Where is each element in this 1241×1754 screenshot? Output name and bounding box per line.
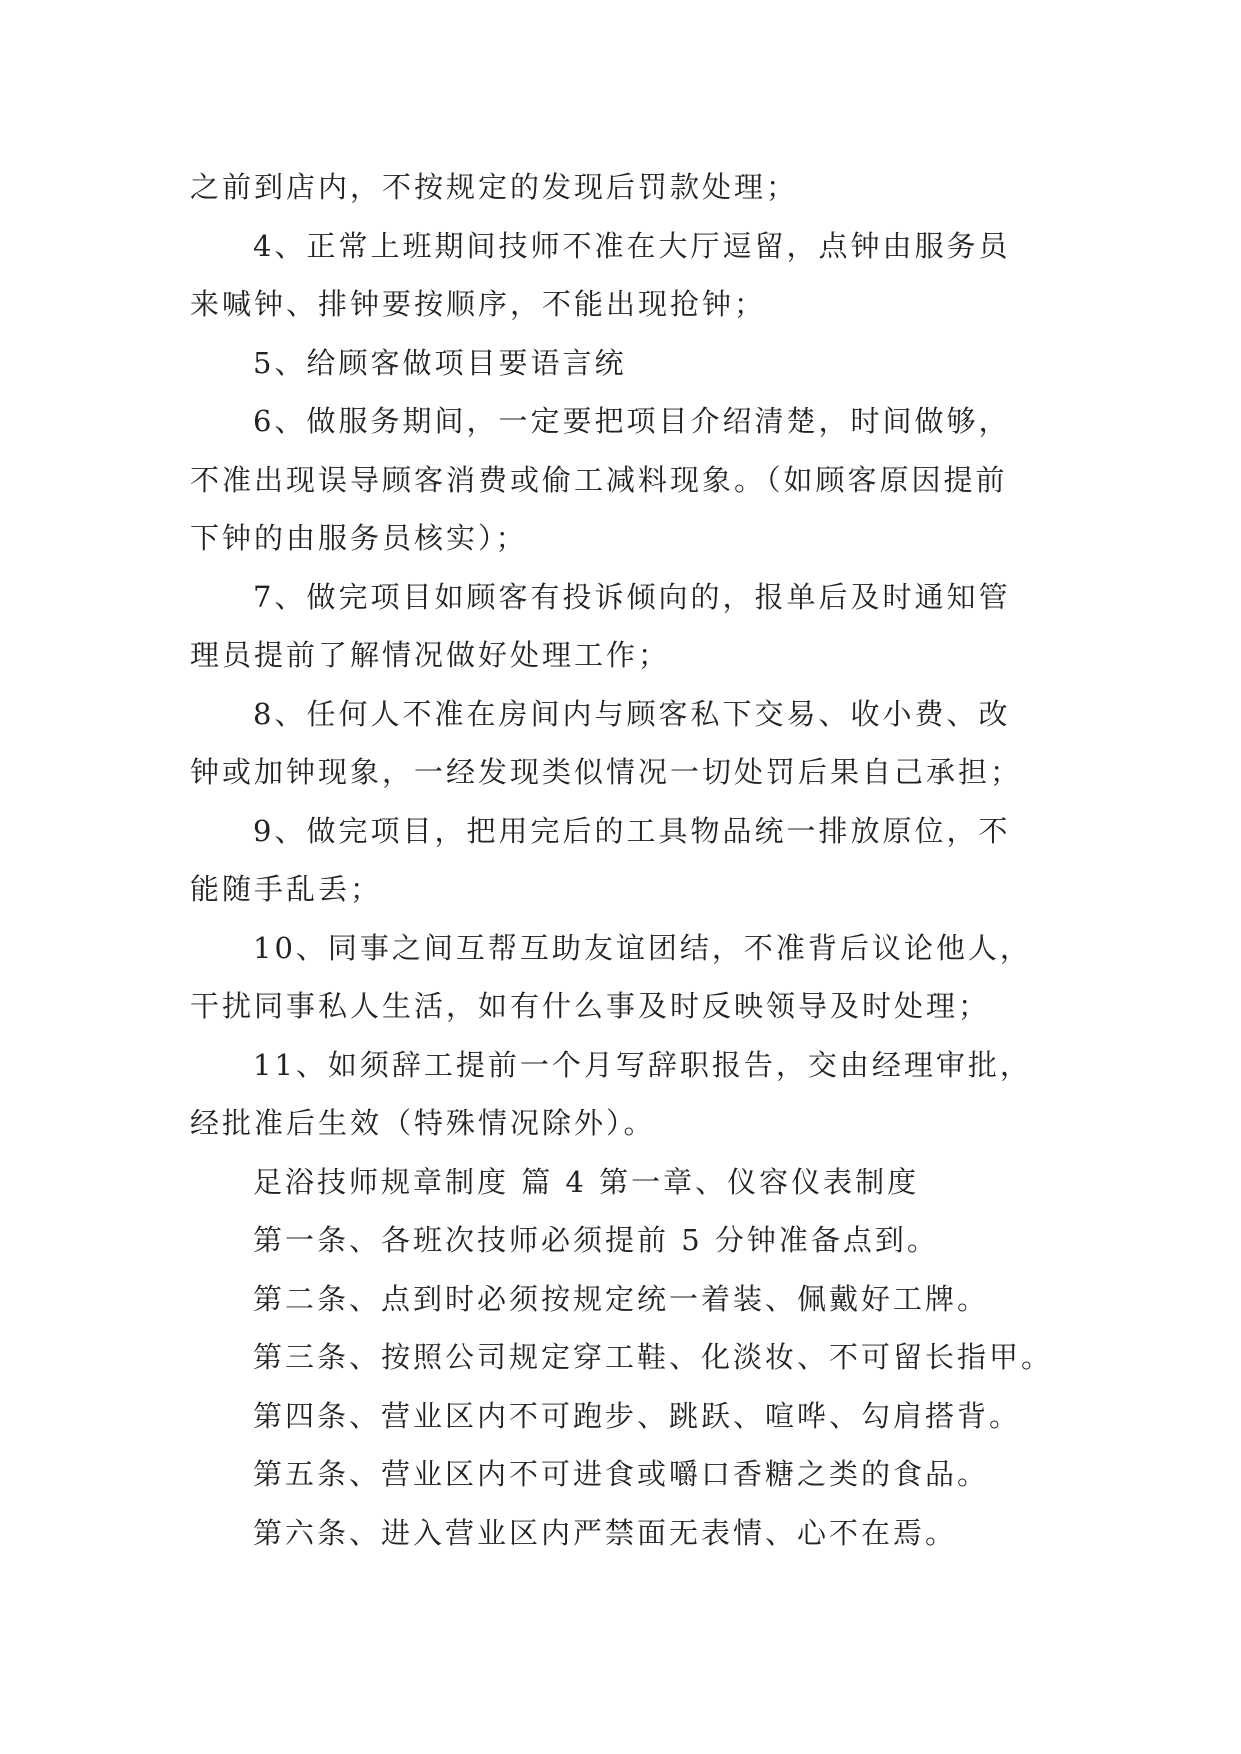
text-line: 11、如须辞工提前一个月写辞职报告，交由经理审批， <box>253 1047 1032 1082</box>
text-line: 能随手乱丢； <box>190 872 383 906</box>
section-heading: 足浴技师规章制度 篇 4 第一章、仪容仪表制度 <box>253 1164 920 1199</box>
text-line: 10、同事之间互帮互助友谊团结，不准背后议论他人， <box>253 930 1032 965</box>
text-line: 第五条、营业区内不可进食或嚼口香糖之类的食品。 <box>253 1457 990 1491</box>
text-line: 7、做完项目如顾客有投诉倾向的，报单后及时通知管 <box>253 579 1011 614</box>
text-line: 干扰同事私人生活，如有什么事及时反映领导及时处理； <box>190 989 991 1023</box>
text-line: 之前到店内，不按规定的发现后罚款处理； <box>190 170 799 204</box>
text-line: 6、做服务期间，一定要把项目介绍清楚，时间做够， <box>253 404 1011 438</box>
text-line: 理员提前了解情况做好处理工作； <box>190 638 671 672</box>
text-line: 5、给顾客做项目要语言统 <box>253 345 627 380</box>
text-line: 下钟的由服务员核实）； <box>190 521 528 555</box>
text-line: 第四条、营业区内不可跑步、跳跃、喧哗、勾肩搭背。 <box>253 1398 1022 1433</box>
text-line: 第六条、进入营业区内严禁面无表情、心不在焉。 <box>253 1515 958 1550</box>
text-line: 第二条、点到时必须按规定统一着装、佩戴好工牌。 <box>253 1281 990 1316</box>
text-line: 9、做完项目，把用完后的工具物品统一排放原位，不 <box>253 813 1011 848</box>
text-line: 经批准后生效（特殊情况除外）。 <box>190 1106 656 1140</box>
document-body <box>190 158 1070 1562</box>
text-line: 第三条、按照公司规定穿工鞋、化淡妆、不可留长指甲。 <box>253 1340 1054 1374</box>
text-line: 不准出现误导顾客消费或偷工减料现象。（如顾客原因提前 <box>190 462 1008 497</box>
text-line: 钟或加钟现象，一经发现类似情况一切处罚后果自己承担； <box>190 755 1023 789</box>
text-line: 第一条、各班次技师必须提前 5 分钟准备点到。 <box>253 1223 939 1257</box>
text-line: 8、任何人不准在房间内与顾客私下交易、收小费、改 <box>253 696 1011 731</box>
text-line: 4、正常上班期间技师不准在大厅逗留，点钟由服务员 <box>253 228 1011 263</box>
text-line: 来喊钟、排钟要按顺序，不能出现抢钟； <box>190 287 767 321</box>
